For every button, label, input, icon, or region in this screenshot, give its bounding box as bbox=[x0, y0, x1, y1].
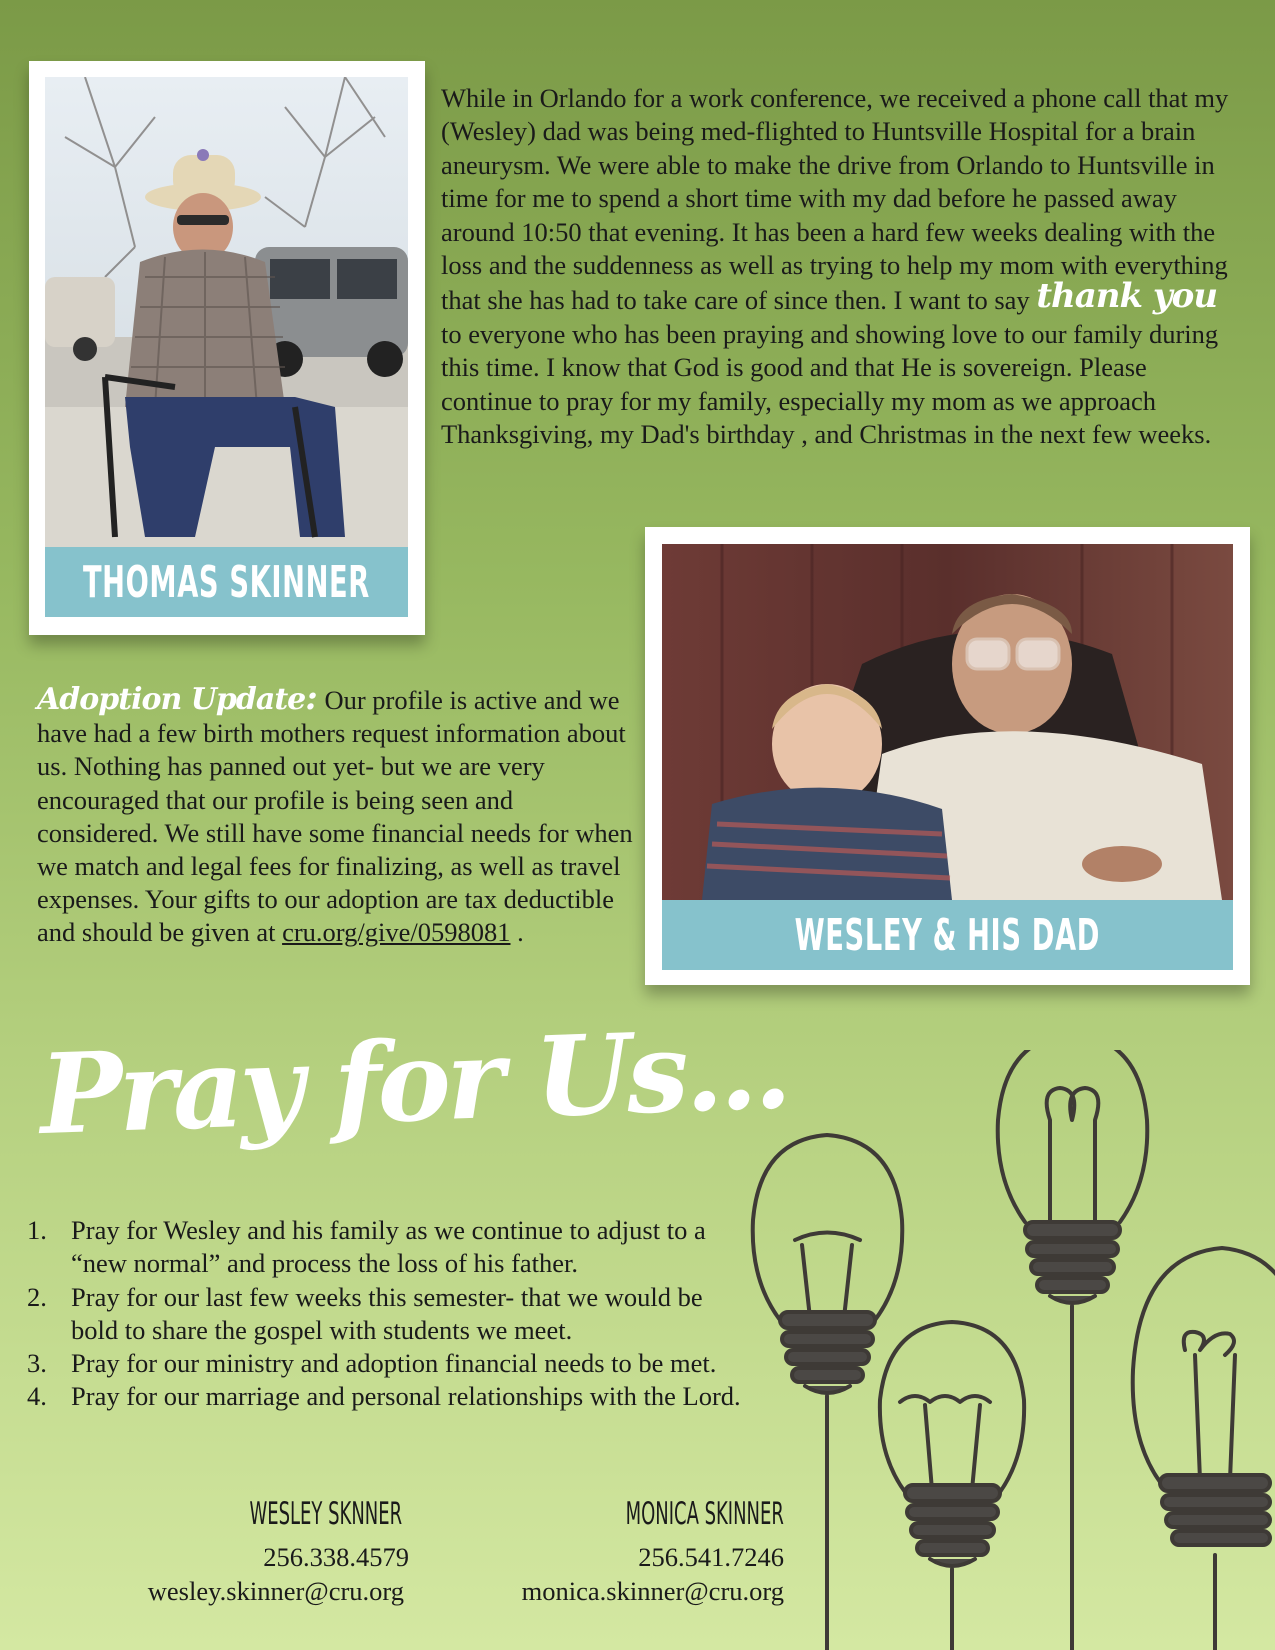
contact-name-wesley-text: WESLEY SKNNER bbox=[249, 1496, 402, 1532]
contact-email-monica[interactable]: monica.skinner@cru.org bbox=[521, 1576, 784, 1606]
pray-for-us-title: Pray for Us... bbox=[37, 1003, 790, 1159]
photo-wesley-image bbox=[662, 544, 1233, 900]
photo-wesley-and-dad bbox=[662, 544, 1233, 900]
story-paragraph bbox=[441, 82, 1231, 451]
prayer-item bbox=[27, 1347, 747, 1380]
photo-caption-wesley-text: WESLEY & HIS DAD bbox=[794, 909, 1101, 961]
prayer-item-text: Pray for Wesley and his family as we continue to adjust to a “new normal” and process the loss of his father. bbox=[71, 1215, 706, 1279]
prayer-item-text: Pray for our marriage and personal relationships with the Lord. bbox=[71, 1381, 741, 1412]
prayer-item-number: 4. bbox=[27, 1381, 47, 1412]
photo-card-thomas bbox=[29, 61, 425, 635]
story-text-before: While in Orlando for a work conference, we received a phone call that my (Wesley) dad was being med-flighted to Huntsville Hospital for a brain aneurysm. We were able to make the drive from Orlando to Huntsville in time for me to spend a short time with my dad before he passed away around 10:50 that evening. It has been a hard few weeks dealing with the loss and the suddenness as well as trying to help my mom with everything that she has had to take care of since then. I want to say bbox=[441, 83, 1229, 316]
prayer-item bbox=[27, 1214, 747, 1281]
prayer-item-text: Pray for our ministry and adoption financial needs to be met. bbox=[71, 1348, 717, 1379]
contact-phone-wesley: 256.338.4579 bbox=[263, 1542, 409, 1572]
prayer-list bbox=[27, 1214, 747, 1414]
story-text-after: to everyone who has been praying and showing love to our family during this time. I know that God is good and that He is sovereign. Please continue to pray for my family, especially my mom as we approach Thanksgiving, my Dad's birthday , and Christmas in the next few weeks. bbox=[441, 318, 1219, 450]
prayer-item-number: 1. bbox=[27, 1215, 47, 1245]
photo-card-wesley bbox=[645, 527, 1250, 985]
give-link[interactable]: cru.org/give/0598081 bbox=[282, 917, 511, 948]
prayer-item-number: 2. bbox=[27, 1281, 47, 1312]
prayer-item bbox=[27, 1281, 747, 1348]
adoption-update-end: . bbox=[517, 917, 524, 948]
photo-caption-wesley bbox=[662, 900, 1233, 970]
lightbulb-icon bbox=[880, 1322, 1024, 1650]
lightbulb-icon bbox=[1133, 1248, 1275, 1650]
contact-email-wesley[interactable]: wesley.skinner@cru.org bbox=[147, 1576, 404, 1606]
adoption-update bbox=[37, 678, 637, 950]
thank-you-script: thank you bbox=[1036, 276, 1218, 317]
photo-caption-thomas-text: THOMAS SKINNER bbox=[83, 556, 370, 608]
adoption-update-title: Adoption Update bbox=[37, 682, 306, 717]
adoption-update-body: Our profile is active and we have had a few birth mothers request information about us. Nothing has panned out yet- but we are very encouraged that our profile is being seen and considered. We still have some financial needs for when we match and legal fees for finalizing, as well as travel expenses. Your gifts to our adoption are tax deductible and should be given at bbox=[37, 685, 633, 948]
contact-name-wesley bbox=[139, 1496, 402, 1532]
lightbulbs-illustration bbox=[740, 1050, 1275, 1650]
prayer-item bbox=[27, 1380, 747, 1413]
photo-thomas-image bbox=[45, 77, 408, 547]
photo-thomas-skinner bbox=[45, 77, 408, 547]
lightbulb-icon bbox=[998, 1050, 1148, 1650]
contact-name-monica-text: MONICA SKINNER bbox=[625, 1496, 784, 1532]
prayer-item-text: Pray for our last few weeks this semester- that we would be bold to share the gospel with students we meet. bbox=[71, 1281, 703, 1345]
adoption-update-colon: : bbox=[305, 678, 318, 718]
contact-phone-monica: 256.541.7246 bbox=[638, 1542, 784, 1572]
photo-caption-thomas bbox=[45, 547, 408, 617]
prayer-item-number: 3. bbox=[27, 1348, 47, 1379]
